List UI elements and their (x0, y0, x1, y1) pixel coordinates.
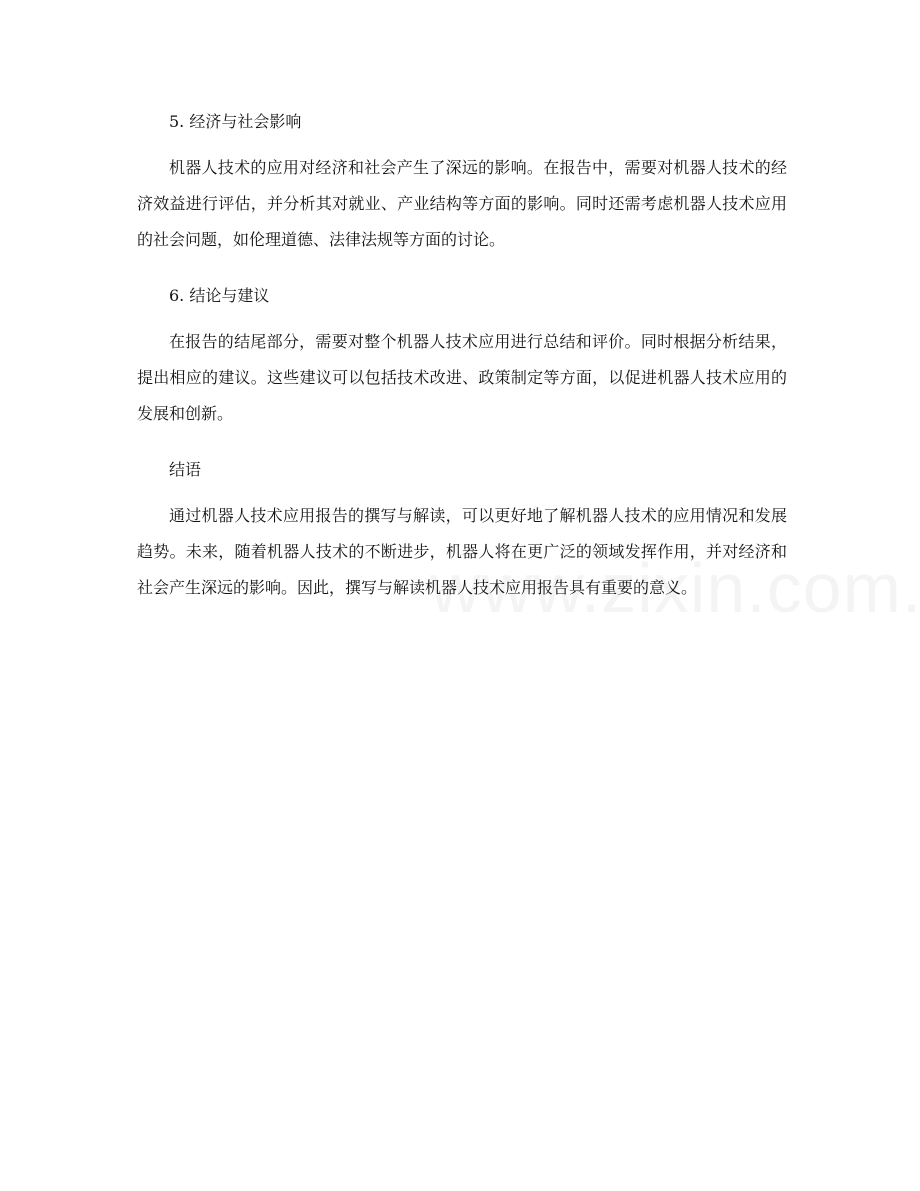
section-heading-conclusion-recommendations: 6. 结论与建议 (169, 286, 270, 305)
section-body-closing-remarks: 通过机器人技术应用报告的撰写与解读，可以更好地了解机器人技术的应用情况和发展趋势。未来，随着机器人技术的不断进步，机器人将在更广泛的领域发挥作用，并对经济和社会产生深远的影响。因此，撰写与解读机器人技术应用报告具有重要的意义。 (137, 506, 787, 597)
document-content (137, 108, 787, 606)
section-heading-closing-remarks: 结语 (169, 460, 202, 479)
section-heading-economic-social-impact: 5. 经济与社会影响 (169, 112, 302, 131)
section-body-conclusion-recommendations: 在报告的结尾部分，需要对整个机器人技术应用进行总结和评价。同时根据分析结果，提出相应的建议。这些建议可以包括技术改进、政策制定等方面，以促进机器人技术应用的发展和创新。 (137, 332, 787, 423)
section-body-economic-social-impact: 机器人技术的应用对经济和社会产生了深远的影响。在报告中，需要对机器人技术的经济效益进行评估，并分析其对就业、产业结构等方面的影响。同时还需考虑机器人技术应用的社会问题，如伦理道德、法律法规等方面的讨论。 (137, 158, 787, 249)
